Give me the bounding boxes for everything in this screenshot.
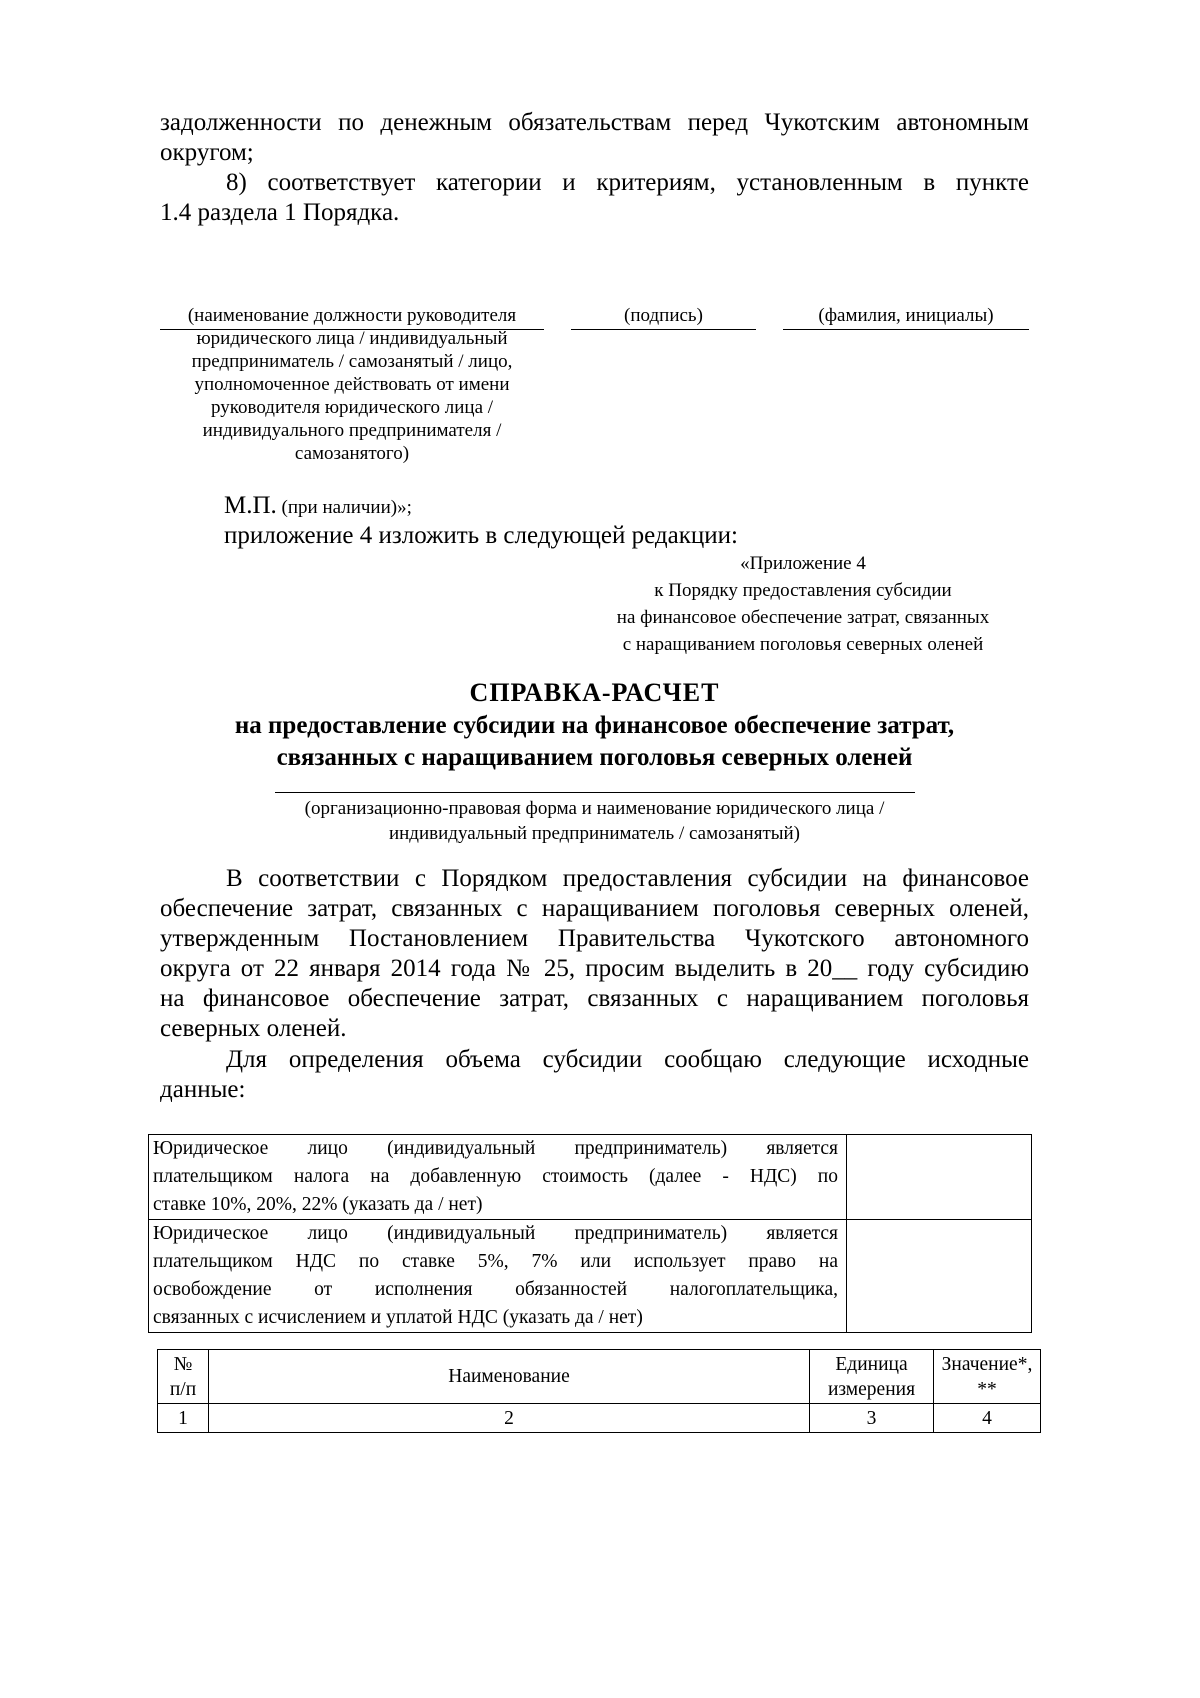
index-cell-3: 3: [810, 1404, 934, 1433]
index-cell-2: 2: [209, 1404, 810, 1433]
name-signature-line: [783, 329, 1029, 330]
intro-line-2: округом;: [160, 139, 254, 166]
index-cell-4: 4: [934, 1404, 1041, 1433]
signature-caption: (подпись): [624, 305, 703, 326]
amendment-line: приложение 4 изложить в следующей редакции:: [224, 522, 738, 549]
name-caption: (фамилия, инициалы): [818, 305, 994, 326]
vat-status-table: [148, 1134, 1032, 1333]
header-value: Значение*, **: [934, 1350, 1041, 1404]
appendix-header: «Приложение 4 к Порядку предоставления субсидии на финансовое обеспечение затрат, связанных с наращиванием поголовья северных оленей: [616, 553, 990, 655]
table-row: [158, 1404, 1041, 1433]
vat-answer-1[interactable]: [847, 1135, 1032, 1220]
index-cell-1: 1: [158, 1404, 209, 1433]
signature-line: [571, 329, 756, 330]
calculation-table: [157, 1349, 1041, 1433]
intro-paragraph: [160, 108, 1029, 228]
header-name: Наименование: [209, 1350, 810, 1404]
stamp-place: [224, 492, 724, 520]
vat-answer-2[interactable]: [847, 1220, 1032, 1333]
organization-line: [275, 792, 915, 793]
header-unit: Единица измерения: [810, 1350, 934, 1404]
source-data-paragraph: Для определения объема субсидии сообщаю следующие исходные данные:: [160, 1046, 1029, 1103]
stamp-mp-label: М.П.: [224, 492, 277, 519]
document-title: СПРАВКА-РАСЧЕТ: [469, 678, 720, 707]
organization-caption: (организационно-правовая форма и наименование юридического лица / индивидуальный предприниматель / самозанятый): [304, 798, 885, 844]
table-row: [149, 1220, 1032, 1333]
position-caption: (наименование должности руководителя юридического лица / индивидуальный предприниматель / самозанятый / лицо, уполномоченное действовать от имени руководителя юридического лица / индивидуального предпринимателя / самозанятого): [187, 305, 517, 464]
item-8-line-2: 1.4 раздела 1 Порядка.: [160, 199, 400, 226]
document-subtitle: на предоставление субсидии на финансовое обеспечение затрат, связанных с наращиванием поголовья северных оленей: [234, 712, 955, 771]
stamp-mp-note: (при наличии)»;: [276, 497, 412, 518]
table-row: [149, 1135, 1032, 1220]
item-8-line-1: 8) соответствует категории и критериям, установленным в пункте: [226, 169, 1029, 196]
table-header-row: [158, 1350, 1041, 1404]
vat-question-2: Юридическое лицо (индивидуальный предприниматель) является плательщиком НДС по ставке 5%, 7% или использует право на освобождение от исполнения обязанностей налогоплательщика, связанных с исчислением и уплатой НДС (указать да / нет): [149, 1220, 847, 1333]
request-paragraph: В соответствии с Порядком предоставления субсидии на финансовое обеспечение затрат, связанных с наращиванием поголовья северных оленей, утвержденным Постановлением Правительства Чукотского автономного округа от 22 января 2014 года № 25, просим выделить в 20__ году субсидию на финансовое обеспечение затрат, связанных с наращиванием поголовья северных оленей.: [160, 865, 1029, 1042]
intro-line-1: задолженности по денежным обязательствам перед Чукотским автономным: [160, 109, 1029, 136]
vat-question-1: Юридическое лицо (индивидуальный предприниматель) является плательщиком налога на добавленную стоимость (далее - НДС) по ставке 10%, 20%, 22% (указать да / нет): [149, 1135, 847, 1220]
header-number: № п/п: [158, 1350, 209, 1404]
